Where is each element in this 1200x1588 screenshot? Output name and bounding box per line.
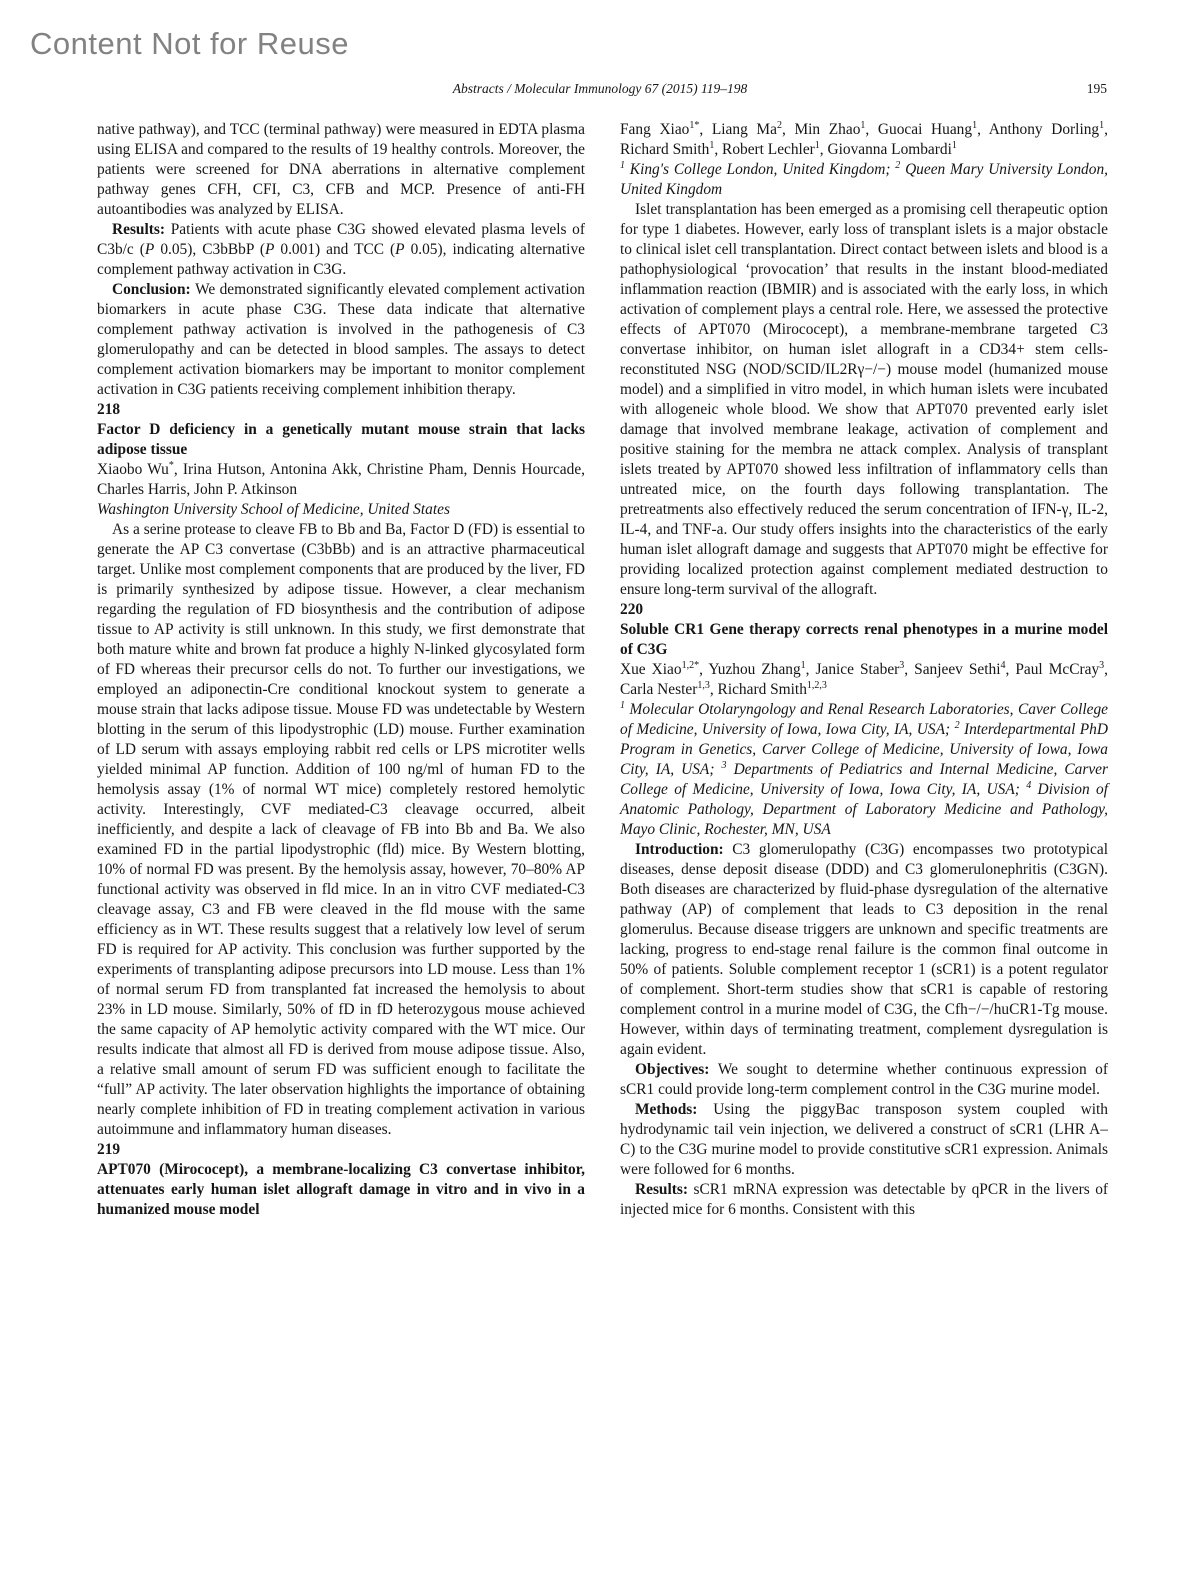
section-218-affiliation: Washington University School of Medicine, United States (97, 501, 450, 518)
running-header (0, 81, 1200, 97)
section-219-affiliations: $^1$ King's College London, United Kingdom; $^2$ Queen Mary University London, United Kingdom (620, 159, 1108, 198)
page-number: 195 (1086, 81, 1107, 96)
section-220-authors: Xue Xiao$^{1,2*}$, Yuzhou Zhang$^1$, Janice Staber$^3$, Sanjeev Sethi$^4$, Paul McCray$^3$, Carla Nester$^{1,3}$, Richard Smith$^{1,2,3}$ (620, 659, 1108, 698)
section-219-body: Islet transplantation has been emerged as a promising cell therapeutic option for type 1 diabetes. However, early loss of transplant islets is a major obstacle to clinical islet cell transplantation. Direct contact between islets and blood is a pathophysiological ‘provocation’ that results in the instant blood-mediated inflammation reaction (IBMIR) and is associated with the early loss, in which activation of complement plays a central role. Here, we assessed the protective effects of APT070 (Mirococept), a membrane-membrane targeted C3 convertase inhibitor, on human islet allograft in a CD34+ stem cells-reconstituted NSG (NOD/SCID/IL2Rγ−/−) mouse model (humanized mouse model) and a simplified in vitro model, in which human islets were incubated with allogeneic whole blood. We show that APT070 prevented early islet damage that involved membrane leakage, activation of complement and positive staining for the membra ne attack complex. Analysis of transplant islets treated by APT070 showed less infiltration of inflammatory cells than untreated mice, on the fourth days following transplantation. The pretreatments also effectively reduced the serum concentration of IFN-γ, IL-2, IL-4, and TNF-a. Our study offers insights into the characteristics of the early human islet allograft damage and suggests that APT070 might be effective for providing localized protection against complement mediated destruction to ensure long-term survival of the allograft. (620, 201, 1108, 598)
watermark-text: Content Not for Reuse (30, 26, 349, 61)
section-218-authors: Xiaobo Wu*, Irina Hutson, Antonina Akk, Christine Pham, Dennis Hourcade, Charles Harris, John P. Atkinson (97, 459, 586, 498)
two-column-layout (97, 120, 1108, 1220)
paragraph-220-introduction: Introduction: C3 glomerulopathy (C3G) encompasses two prototypical diseases, dense deposit disease (DDD) and C3 glomerulonephritis (C3GN). Both diseases are characterized by fluid-phase dysregulation of the alternative pathway (AP) of complement that leads to C3 deposition in the renal glomerulus. Because disease triggers are unknown and specific treatments are lacking, progress to end-stage renal failure is the common final outcome in 50% of patients. Soluble complement receptor 1 (sCR1) is a potent regulator of complement. Short-term studies show that sCR1 is capable of restoring complement control in a murine model of C3G, the Cfh−/−/huCR1-Tg mouse. However, within days of terminating treatment, complement dysregulation is again evident. (620, 841, 1108, 1058)
section-219-title: APT070 (Mirococept), a membrane-localizing C3 convertase inhibitor, attenuates early human islet allograft damage in vitro and in vivo in a humanized mouse model (97, 1161, 585, 1218)
section-218-body: As a serine protease to cleave FB to Bb and Ba, Factor D (FD) is essential to generate the AP C3 convertase (C3bBb) and is an attractive pharmaceutical target. Unlike most complement components that are produced by the liver, FD is primarily synthesized by adipose tissue. However, a clear mechanism regarding the regulation of FD biosynthesis and the contribution of adipose tissue to AP activity is still unknown. In this study, we first demonstrate that both mature white and brown fat produce a highly N-linked glycosylated form of FD whereas their precursor cells do not. To further our investigations, we employed an adiponectin-Cre conditional knockout system to generate a mouse strain that lacks adipose tissue. Mouse FD was undetectable by Western blotting in the serum of this lipodystrophic (LD) mouse. Further examination of LD serum with assays employing rabbit red cells or LPS microtiter wells yielded minimal AP function. Addition of 100 ng/ml of human FD to the hemolysis assay (1% of normal WT mice) completely restored hemolytic activity. Interestingly, CVF mediated-C3 cleavage occurred, albeit inefficiently, and despite a lack of cleavage of FB into Bb and Ba. We also examined FD in the partial lipodystrophic (fld) mice. By Western blotting, 10% of normal FD was present. By the hemolysis assay, however, 70–80% AP functional activity was observed in fld mice. In an in vitro CVF mediated-C3 cleavage assay, C3 and FB were cleaved in the fld mouse with the same efficiency as in WT. These results suggest that a relatively low level of serum FD is required for AP activity. This conclusion was further supported by the experiments of transplanting adipose precursors into LD mouse. Less than 1% of normal serum FD from transplanted fat increased the hemolysis to about 23% in LD mouse. Similarly, 50% of fD in fD heterozygous mouse achieved the same capacity of AP hemolytic activity compared with the WT mice. Our results indicate that almost all FD is derived from mouse adipose tissue. Also, a relative small amount of serum FD was sufficient enough to facilitate the “full” AP activity. The later observation highlights the importance of obtaining nearly complete inhibition of FD in treating complement activation in various autoimmune and inflammatory human diseases. (97, 521, 585, 1138)
section-220-title: Soluble CR1 Gene therapy corrects renal phenotypes in a murine model of C3G (620, 621, 1108, 658)
paragraph-220-results: Results: sCR1 mRNA expression was detectable by qPCR in the livers of injected mice for 6 months. Consistent with this (620, 1181, 1109, 1218)
section-220-number: 220 (620, 601, 644, 618)
paragraph-220-objectives: Objectives: We sought to determine whether continuous expression of sCR1 could provide long-term complement control in the C3G murine model. (620, 1061, 1108, 1098)
paragraph-217-conclusion: Conclusion: We demonstrated significantly elevated complement activation biomarkers in acute phase C3G. These data indicate that alternative complement pathway activation is involved in the pathogenesis of C3 glomerulopathy and can be detected in blood samples. The assays to detect complement activation biomarkers may be important to monitor complement activation in C3G patients receiving complement inhibition therapy. (97, 281, 585, 398)
left-column (97, 120, 585, 1220)
paragraph-217-results: Results: Patients with acute phase C3G showed elevated plasma levels of C3b/c (P 0.05), C3bBbP (P 0.001) and TCC (P 0.05), indicating alternative complement pathway activation in C3G. (97, 221, 585, 278)
section-218-number: 218 (97, 401, 121, 418)
section-218-title: Factor D deficiency in a genetically mutant mouse strain that lacks adipose tissue (97, 421, 585, 458)
section-219-authors: Fang Xiao$^{1*}$, Liang Ma$^2$, Min Zhao$^1$, Guocai Huang$^1$, Anthony Dorling$^1$, Richard Smith$^1$, Robert Lechler$^1$, Giovanna Lombardi$^1$ (620, 119, 1108, 158)
section-219-number: 219 (97, 1141, 121, 1158)
paragraph-220-methods: Methods: Using the piggyBac transposon system coupled with hydrodynamic tail vein injection, we delivered a construct of sCR1 (LHR A–C) to the C3G murine model to provide constitutive sCR1 expression. Animals were followed for 6 months. (620, 1101, 1108, 1178)
journal-citation: Abstracts / Molecular Immunology 67 (2015) 119–198 (452, 81, 748, 96)
section-220-affiliations: $^1$ Molecular Otolaryngology and Renal Research Laboratories, Caver College of Medicine, University of Iowa, Iowa City, IA, USA; $^2$ Interdepartmental PhD Program in Genetics, Carver College of Medicine, University of Iowa, Iowa City, IA, USA; $^3$ Departments of Pediatrics and Internal Medicine, Carver College of Medicine, University of Iowa, Iowa City, IA, USA; $^4$ Division of Anatomic Pathology, Department of Laboratory Medicine and Pathology, Mayo Clinic, Rochester, MN, USA (620, 699, 1108, 838)
paragraph-abstract-217-continuation: native pathway), and TCC (terminal pathway) were measured in EDTA plasma using ELISA and compared to the results of 19 healthy controls. Moreover, the patients were screened for DNA aberrations in alternative complement pathway genes CFH, CFI, C3, CFB and MCP. Presence of anti-FH autoantibodies was analyzed by ELISA. (97, 121, 585, 218)
right-column (620, 120, 1108, 1220)
